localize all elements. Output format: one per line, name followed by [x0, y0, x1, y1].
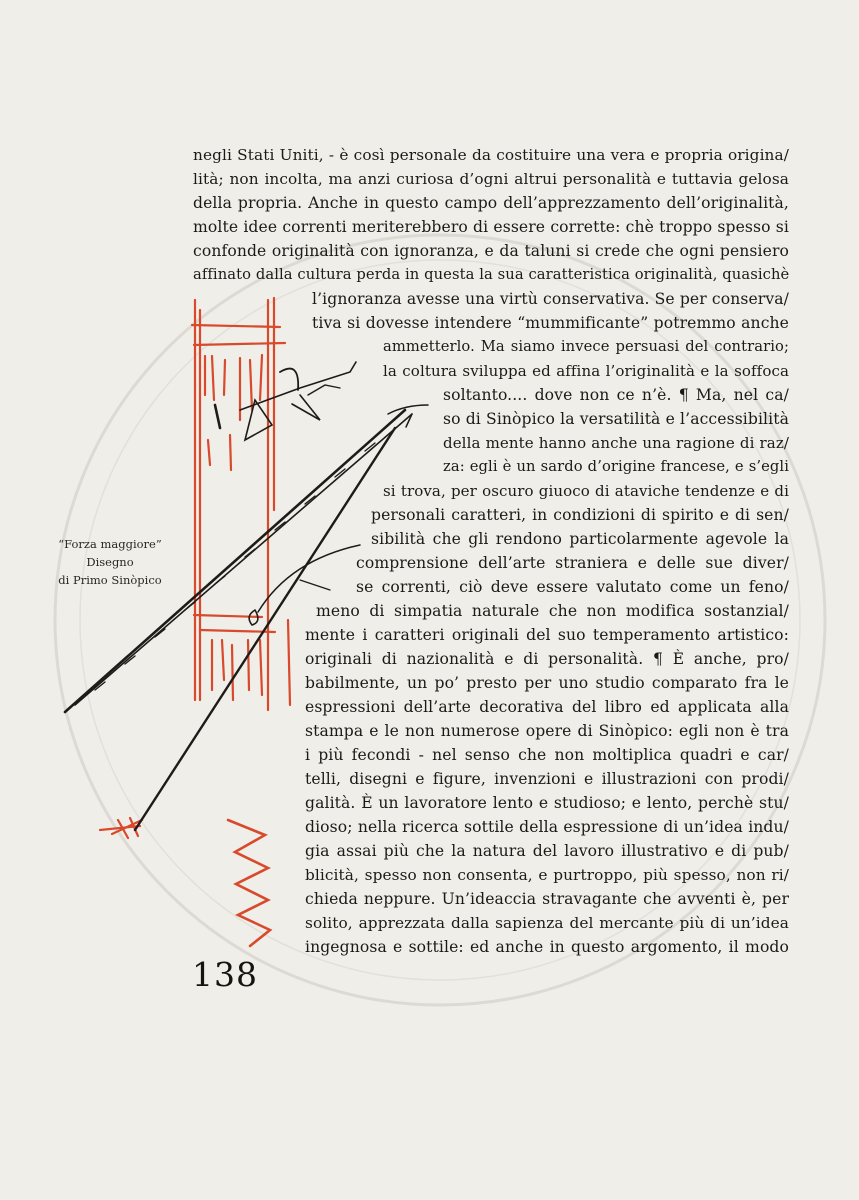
body-line: espressioni dell’arte decorativa del libro ed applicata alla — [305, 698, 789, 716]
body-line: originali di nazionalità e di personalità. ¶ È anche, pro/ — [305, 650, 789, 668]
body-line: sibilità che gli rendono particolarmente agevole la — [371, 530, 789, 548]
body-line: affinato dalla cultura perda in questa la sua caratteristica originalità, quasichè — [193, 266, 790, 283]
body-line: mente i caratteri originali del suo temperamento artistico: — [305, 626, 789, 644]
body-line: galità. È un lavoratore lento e studioso; e lento, perchè stu/ — [305, 794, 789, 812]
body-line: so di Sinòpico la versatilità e l’accessibilità — [443, 410, 789, 428]
body-line: tiva si dovesse intendere “mummificante” potremmo anche — [312, 314, 789, 332]
body-line: stampa e le non numerose opere di Sinòpico: egli non è tra — [305, 722, 789, 740]
body-line: lità; non incolta, ma anzi curiosa d’ogni altrui personalità e tuttavia gelosa — [193, 170, 789, 188]
body-line: confonde originalità con ignoranza, e da taluni si crede che ogni pensiero — [193, 242, 789, 260]
body-line: blicità, spesso non consenta, e purtroppo, più spesso, non ri/ — [305, 866, 789, 884]
body-line: l’ignoranza avesse una virtù conservativa. Se per conserva/ — [312, 290, 789, 308]
body-line: babilmente, un po’ presto per uno studio comparato fra le — [305, 674, 789, 692]
body-line: negli Stati Uniti, - è così personale da costituire una vera e propria origina/ — [193, 146, 789, 164]
body-line: telli, disegni e figure, invenzioni e illustrazioni con prodi/ — [305, 770, 789, 788]
body-line: gia assai più che la natura del lavoro illustrativo e di pub/ — [305, 842, 789, 860]
body-line: si trova, per oscuro giuoco di ataviche tendenze e di — [383, 482, 789, 500]
body-line: della mente hanno anche una ragione di raz/ — [443, 434, 789, 452]
body-line: dioso; nella ricerca sottile della espressione di un’idea indu/ — [305, 818, 789, 836]
body-line: comprensione dell’arte straniera e delle sue diver/ — [356, 554, 789, 572]
figure-caption — [50, 535, 170, 589]
body-line: molte idee correnti meriterebbero di essere corrette: chè troppo spesso si — [193, 218, 789, 236]
body-line: la coltura sviluppa ed affina l’originalità e la soffoca — [383, 362, 789, 380]
body-line: ingegnosa e sottile: ed anche in questo argomento, il modo — [305, 938, 789, 956]
body-line: se correnti, ciò deve essere valutato come un feno/ — [356, 578, 789, 596]
body-line: i più fecondi - nel senso che non moltiplica quadri e car/ — [305, 746, 789, 764]
body-line: meno di simpatia naturale che non modifica sostanzial/ — [316, 602, 789, 620]
caption-type: Disegno — [86, 555, 134, 569]
body-line: della propria. Anche in questo campo dell’apprezzamento dell’originalità, — [193, 194, 789, 212]
body-line: za: egli è un sardo d’origine francese, e s’egli — [443, 458, 789, 475]
body-line: personali caratteri, in condizioni di spirito e di sen/ — [371, 506, 789, 524]
page-number: 138 — [192, 955, 258, 994]
body-line: soltanto.... dove non ce n’è. ¶ Ma, nel ca/ — [443, 386, 789, 404]
body-line: solito, apprezzata dalla sapienza del mercante più di un’idea — [305, 914, 789, 932]
body-line: ammetterlo. Ma siamo invece persuasi del contrario; — [383, 338, 789, 355]
caption-title: “Forza maggiore” — [58, 537, 162, 551]
body-line: chieda neppure. Un’ideaccia stravagante che avventi è, per — [305, 890, 789, 908]
caption-author: di Primo Sinòpico — [58, 573, 162, 587]
